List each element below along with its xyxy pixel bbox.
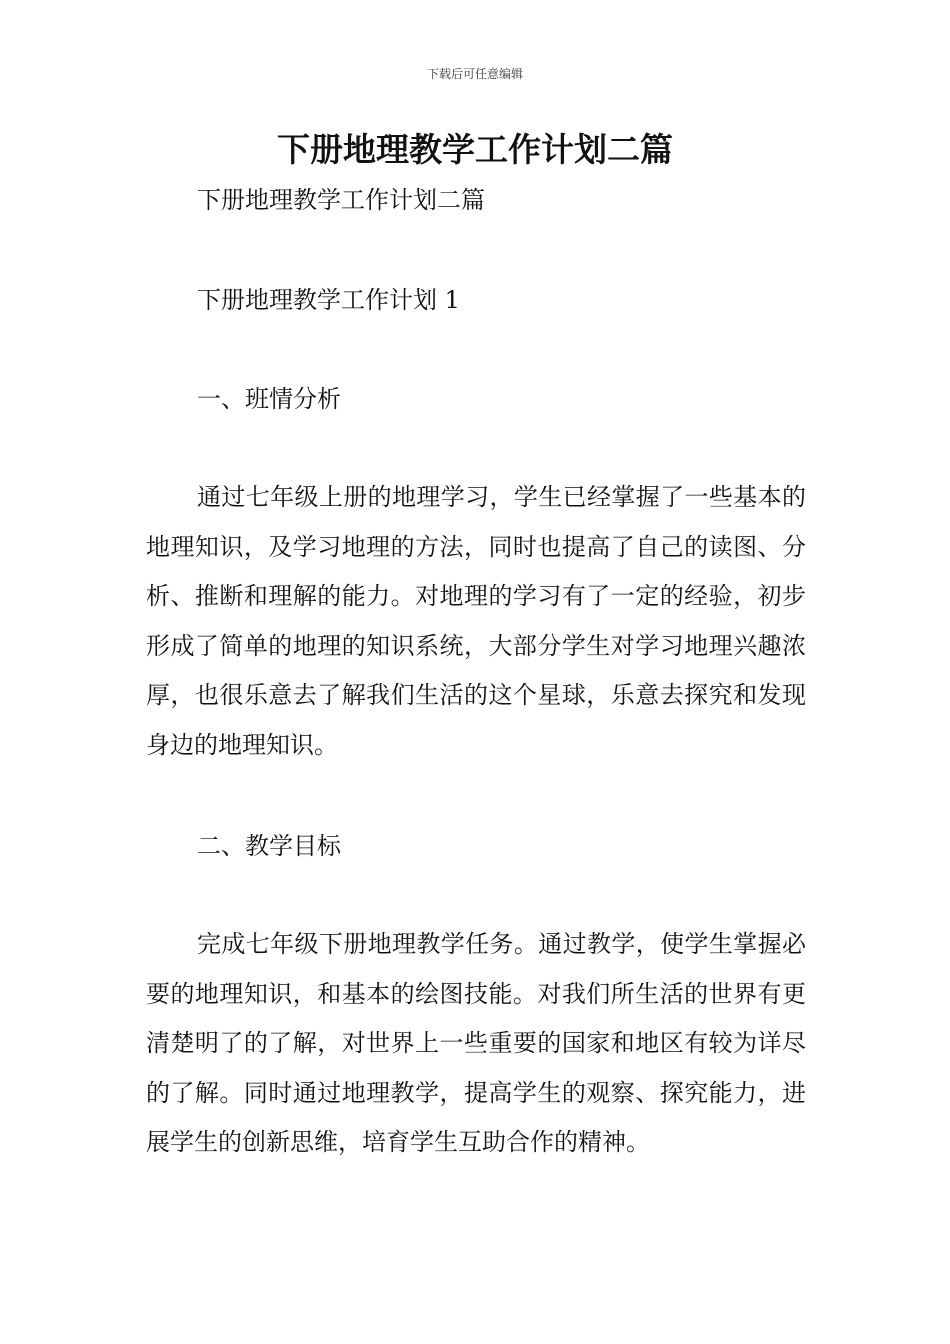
section-heading-teaching-goals: 二、教学目标 (197, 832, 341, 860)
paragraph-teaching-goals: 完成七年级下册地理教学任务。通过教学，使学生掌握必要的地理知识，和基本的绘图技能。对我们所生活的世界有更清楚明了的了解，对世界上一些重要的国家和地区有较为详尽的了解。同时通过地理教学，提高学生的观察、探究能力，进展学生的创新思维，培育学生互助合作的精神。 (146, 930, 806, 1156)
header-watermark: 下载后可任意编辑 (426, 67, 523, 81)
document-title: 下册地理教学工作计划二篇 (277, 130, 673, 169)
document-subtitle: 下册地理教学工作计划二篇 (197, 186, 485, 214)
plan-heading: 下册地理教学工作计划 1 (197, 286, 460, 314)
paragraph-class-analysis: 通过七年级上册的地理学习，学生已经掌握了一些基本的地理知识，及学习地理的方法，同时也提高了自己的读图、分析、推断和理解的能力。对地理的学习有了一定的经验，初步形成了简单的地理的知识系统，大部分学生对学习地理兴趣浓厚，也很乐意去了解我们生活的这个星球，乐意去探究和发现身边的地理知识。 (146, 483, 806, 759)
section-heading-class-analysis: 一、班情分析 (197, 385, 341, 413)
